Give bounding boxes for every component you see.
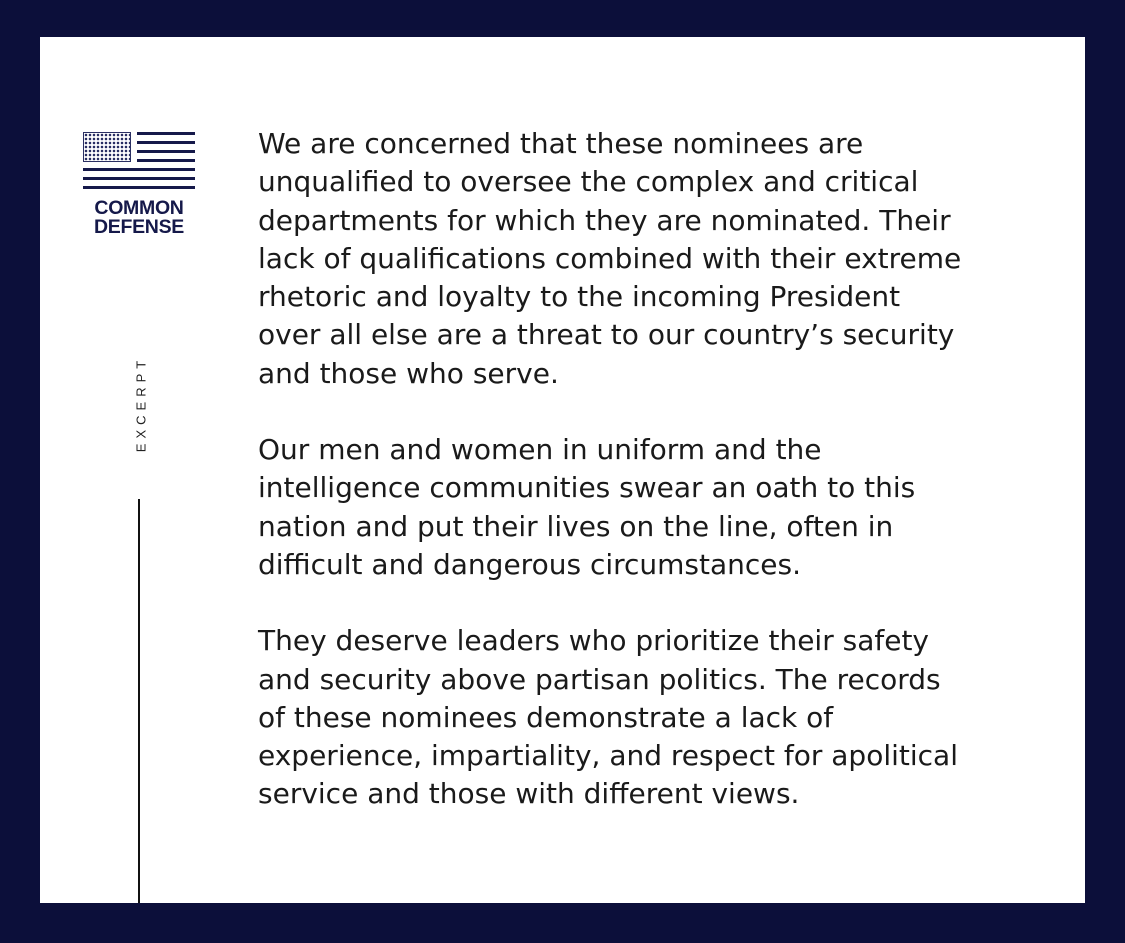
flag-stars <box>83 132 131 162</box>
excerpt-card <box>40 37 1085 903</box>
excerpt-label <box>131 349 151 459</box>
paragraph-2: Our men and women in uniform and the intelligence communities swear an oath to this nation and put their lives on the line, often in difficult and dangerous circumstances. <box>258 433 916 581</box>
excerpt-label-text: EXCERPT <box>133 355 149 453</box>
logo-line-2: DEFENSE <box>93 216 184 238</box>
logo-line-1: COMMON <box>94 197 184 219</box>
paragraph-3: They deserve leaders who prioritize their safety and security above partisan politics. The records of these nominees demonstrate a lack of experience, impartiality, and respect for apolitical service and those with different views. <box>258 624 958 811</box>
flag-icon <box>83 132 195 196</box>
common-defense-logo <box>83 132 195 237</box>
excerpt-body <box>258 125 1058 852</box>
paragraph-1: We are concerned that these nominees are unqualified to oversee the complex and critical departments for which they are nominated. Their lack of qualifications combined with their extreme rhetoric and loyalty to the incoming President over all else are a threat to our country’s security and those who serve. <box>258 127 962 390</box>
logo-wordmark <box>83 199 195 237</box>
vertical-divider <box>138 499 140 903</box>
